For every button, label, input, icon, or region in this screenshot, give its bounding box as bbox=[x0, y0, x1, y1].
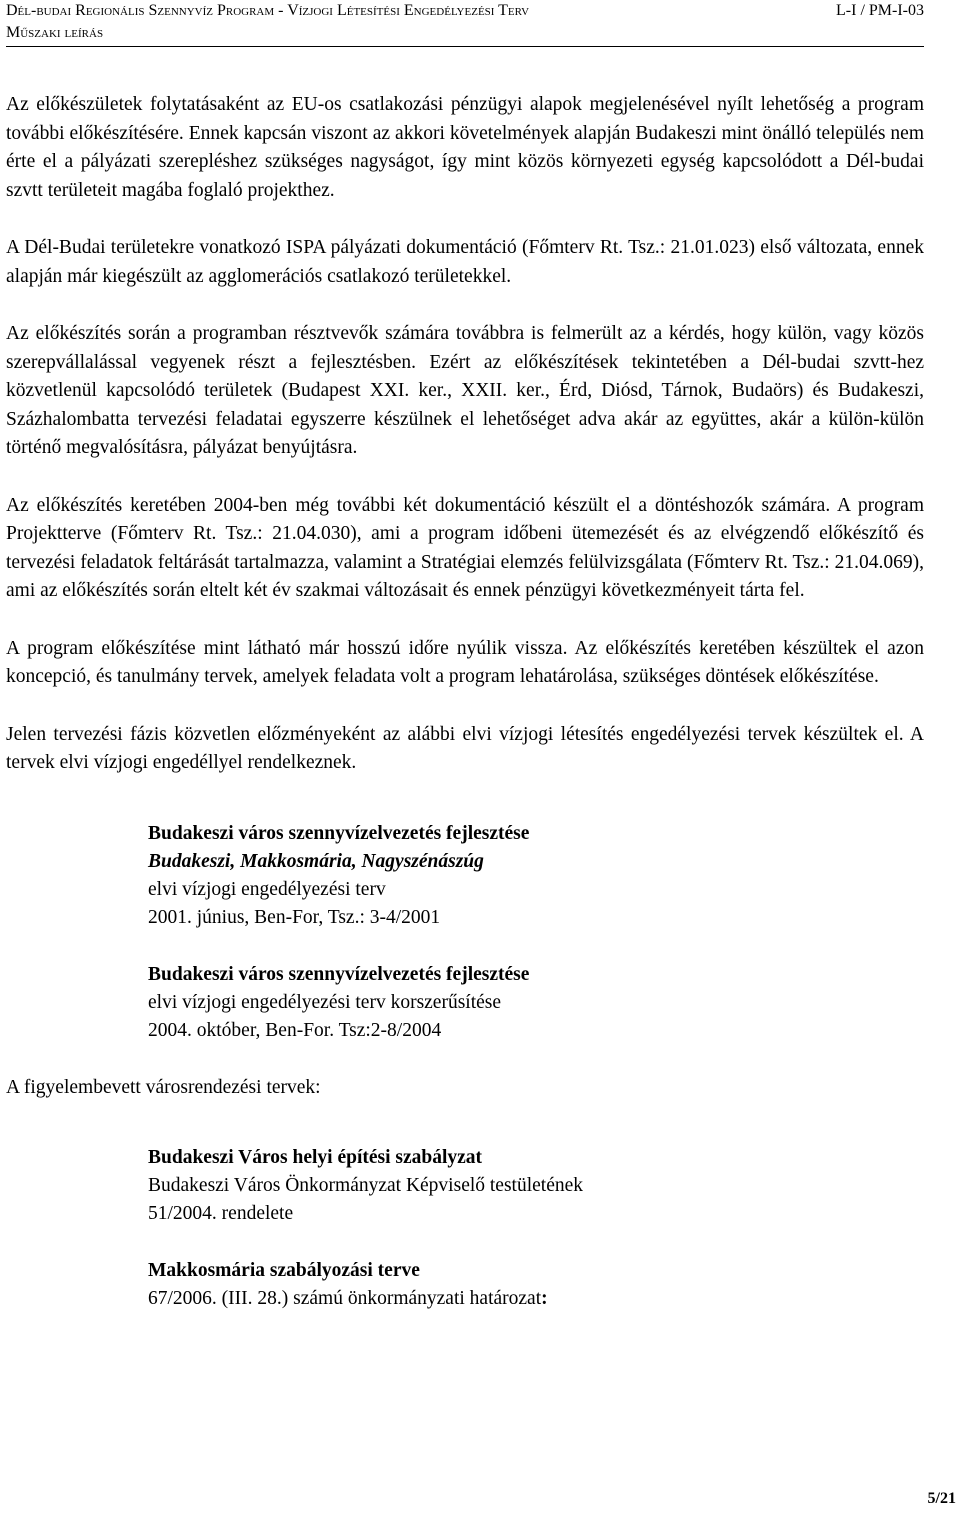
zoning-plan-line-suffix: : bbox=[541, 1288, 548, 1309]
header-title: Dél-budai Regionális Szennyvíz Program - Vízjogi Létesítési Engedélyezési Terv bbox=[6, 2, 530, 19]
permit-plan-type: elvi vízjogi engedélyezési terv korszerűsítése bbox=[148, 991, 502, 1013]
permit-plan-subtitle: Budakeszi, Makkosmária, Nagyszénászúg bbox=[148, 850, 484, 872]
zoning-plan-entry bbox=[148, 1257, 924, 1313]
page-number: 5/21 bbox=[927, 1490, 956, 1507]
paragraph: Jelen tervezési fázis közvetlen előzményeként az alábbi elvi vízjogi létesítés engedélyezési tervek készültek el. A tervek elvi vízjogi engedéllyel rendelkeznek. bbox=[6, 723, 924, 773]
permit-plan-entry bbox=[148, 961, 924, 1045]
paragraph: Az előkészítés során a programban résztvevők számára továbbra is felmerült az a kérdés, hogy külön, vagy közös szerepvállalással vegyenek részt a fejlesztésben. Ezért az előkészítések tekintetében a Dél-budai szvtt-hez közvetlenül kapcsolódó területek (Budapest XXI. ker., XXII. ker., Érd, Diósd, Tárnok, Budaörs) és Budakeszi, Százhalombatta tervezési feladatai egyszerre készülnek el lehetőséget adva akár az együttes, akár a külön-külön történő megvalósításra, pályázat benyújtásra. bbox=[6, 323, 924, 458]
paragraph: Az előkészületek folytatásaként az EU-os csatlakozási pénzügyi alapok megjelenésével nyílt lehetőség a program további előkészítésére. Ennek kapcsán viszont az akkori követelmények alapján Budakeszi mint önálló település nem érte el a pályázati szerepléshez szükséges nagyságot, így mint közös környezeti egység kapcsolódott a Dél-budai szvtt területeit magába foglaló projekthez. bbox=[6, 94, 924, 201]
page-header bbox=[6, 0, 924, 44]
zoning-plan-title: Budakeszi Város helyi építési szabályzat bbox=[148, 1147, 483, 1168]
zoning-plan-line-wrap bbox=[148, 1285, 924, 1313]
zoning-plan-line: 51/2004. rendelete bbox=[148, 1203, 294, 1224]
zoning-plan-title: Makkosmária szabályozási terve bbox=[148, 1260, 420, 1281]
paragraph: A program előkészítése mint látható már hosszú időre nyúlik vissza. Az előkészítés keretében készültek el azon koncepció, és tanulmány tervek, amelyek feladata volt a program lehatárolása, szükséges döntések előkészítése. bbox=[6, 637, 924, 687]
zoning-plan-line: 67/2006. (III. 28.) számú önkormányzati határozat bbox=[148, 1288, 542, 1309]
header-doc-code: L-I / PM-I-03 bbox=[836, 2, 924, 19]
zoning-plan-line: Budakeszi Város Önkormányzat Képviselő testületének bbox=[148, 1175, 584, 1196]
header-subtitle: Műszaki leírás bbox=[6, 24, 104, 41]
permit-plan-title: Budakeszi város szennyvízelvezetés fejlesztése bbox=[148, 963, 530, 985]
zoning-plan-entry bbox=[148, 1144, 924, 1228]
zoning-intro: A figyelembevett városrendezési tervek: bbox=[6, 1076, 321, 1098]
permit-plan-type: elvi vízjogi engedélyezési terv bbox=[148, 878, 386, 900]
document-body bbox=[6, 91, 924, 1342]
header-divider bbox=[6, 46, 924, 47]
paragraph: Az előkészítés keretében 2004-ben még további két dokumentáció készült el a döntéshozók számára. A program Projektterve (Főmterv Rt. Tsz.: 21.04.030), ami a program időbeni ütemezését és az elvégzendő előkészítő és tervezési feladatok feltárását tartalmazza, valamint a Stratégiai elemzés felülvizsgálata (Főmterv Rt. Tsz.: 21.04.069), ami az előkészítés során eltelt két év szakmai változásait és ennek pénzügyi következményeit tárta fel. bbox=[6, 494, 924, 601]
permit-plan-entry bbox=[148, 820, 924, 932]
permit-plan-title: Budakeszi város szennyvízelvezetés fejlesztése bbox=[148, 822, 530, 844]
permit-plan-date: 2001. június, Ben-For, Tsz.: 3-4/2001 bbox=[148, 906, 441, 928]
permit-plan-date: 2004. október, Ben-For. Tsz:2-8/2004 bbox=[148, 1019, 442, 1041]
paragraph: A Dél-Budai területekre vonatkozó ISPA pályázati dokumentáció (Főmterv Rt. Tsz.: 21.01.023) első változata, ennek alapján már kiegészült az agglomerációs csatlakozó területekkel. bbox=[6, 237, 924, 287]
